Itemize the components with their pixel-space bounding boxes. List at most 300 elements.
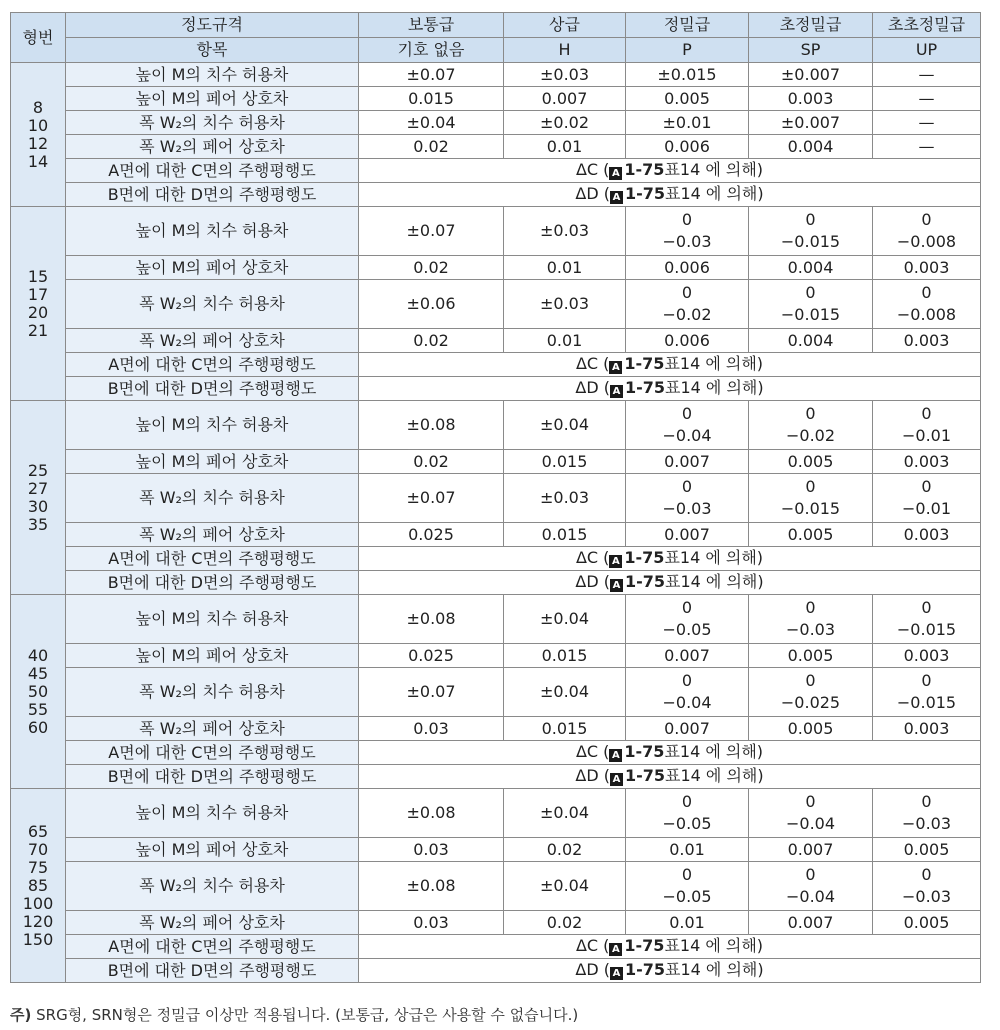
value-cell	[749, 207, 873, 256]
tolerance-value: 0.007	[787, 839, 834, 859]
value-cell	[504, 401, 626, 450]
tolerance-value: 0.02	[413, 257, 449, 277]
spec-table-container	[10, 12, 980, 983]
catalog-badge-icon: A	[610, 579, 623, 592]
tolerance-value: —	[918, 64, 935, 84]
model-number: 14	[27, 151, 49, 171]
open-paren: (	[598, 742, 610, 761]
tolerance-value: ±0.06	[406, 294, 456, 313]
tolerance-value: 0.02	[413, 330, 449, 350]
tolerance-value: 0.005	[787, 451, 834, 471]
table-row	[11, 450, 981, 474]
footnote	[10, 1004, 578, 1025]
value-cell	[359, 256, 504, 280]
reference-text: 표14 에 의해)	[665, 378, 764, 397]
parallelism-reference-cell	[359, 377, 981, 401]
value-cell	[749, 401, 873, 450]
model-numbers-cell	[11, 401, 66, 595]
value-cell	[359, 135, 504, 159]
item-label-cell: 폭 W₂의 치수 허용차	[66, 668, 359, 717]
parallelism-reference-cell	[359, 571, 981, 595]
value-cell	[749, 862, 873, 911]
tolerance-value: 0.004	[787, 136, 834, 156]
reference-text: 표14 에 의해)	[665, 960, 764, 979]
table-row	[11, 280, 981, 329]
parallelism-row	[11, 765, 981, 789]
item-label-header: 항목	[66, 38, 359, 63]
value-cell	[626, 717, 749, 741]
parallelism-row	[11, 377, 981, 401]
tolerance-value: 0.03	[413, 839, 449, 859]
tolerance-value: 0 −0.01	[901, 477, 952, 518]
value-cell	[873, 644, 981, 668]
model-numbers-cell	[11, 789, 66, 983]
item-label-cell: 높이 M의 페어 상호차	[66, 87, 359, 111]
tolerance-value: ±0.03	[539, 221, 590, 240]
reference-page: 1-75	[624, 572, 666, 591]
value-cell	[626, 595, 749, 644]
value-cell	[504, 838, 626, 862]
value-cell	[626, 63, 749, 87]
value-cell	[749, 329, 873, 353]
model-number: 45	[27, 663, 49, 683]
reference-page: 1-75	[624, 548, 665, 567]
tolerance-value: 0.005	[664, 88, 710, 108]
table-row	[11, 111, 981, 135]
value-cell	[873, 911, 981, 935]
model-number: 35	[27, 514, 49, 534]
reference-page: 1-75	[624, 766, 666, 785]
value-cell	[873, 135, 981, 159]
value-cell	[504, 644, 626, 668]
tolerance-value: ±0.04	[539, 876, 590, 895]
value-cell	[359, 474, 504, 523]
value-cell	[749, 111, 873, 135]
item-label-cell: A면에 대한 C면의 주행평행도	[66, 935, 359, 959]
grade-name-header: 초초정밀급	[873, 13, 981, 38]
grade-symbol-header: UP	[873, 38, 981, 63]
catalog-badge-icon: A	[609, 749, 622, 762]
value-cell	[626, 668, 749, 717]
value-cell	[873, 63, 981, 87]
value-cell	[359, 207, 504, 256]
reference-page: 1-75	[624, 960, 666, 979]
parallelism-row	[11, 935, 981, 959]
item-label-cell: B면에 대한 D면의 주행평행도	[66, 959, 359, 983]
value-cell	[359, 838, 504, 862]
tolerance-value: 0 −0.01	[901, 404, 952, 445]
value-cell	[504, 474, 626, 523]
reference-text: 표14 에 의해)	[664, 548, 764, 567]
item-label-cell: A면에 대한 C면의 주행평행도	[66, 547, 359, 571]
parallelism-reference-cell	[359, 959, 981, 983]
open-paren: (	[598, 354, 610, 373]
value-cell	[626, 87, 749, 111]
table-row	[11, 401, 981, 450]
parallelism-symbol: ΔC	[575, 548, 599, 567]
value-cell	[749, 595, 873, 644]
model-column-header: 형번	[11, 13, 66, 63]
tolerance-value: 0.025	[408, 524, 454, 544]
value-cell	[749, 523, 873, 547]
tolerance-value: 0.005	[903, 839, 950, 859]
value-cell	[873, 523, 981, 547]
parallelism-symbol: ΔD	[575, 766, 599, 785]
tolerance-value: 0.006	[664, 257, 710, 277]
grade-symbol-header: SP	[749, 38, 873, 63]
value-cell	[359, 450, 504, 474]
tolerance-value: 0.01	[546, 136, 583, 156]
value-cell	[749, 717, 873, 741]
value-cell	[626, 644, 749, 668]
tolerance-value: 0.007	[787, 912, 834, 932]
open-paren: (	[598, 766, 610, 785]
tolerance-value: 0.007	[664, 645, 710, 665]
tolerance-value: 0.005	[787, 524, 834, 544]
value-cell	[359, 717, 504, 741]
value-cell	[626, 911, 749, 935]
parallelism-reference-cell	[359, 159, 981, 183]
tolerance-value: 0 −0.03	[785, 598, 836, 639]
reference-page: 1-75	[624, 184, 666, 203]
item-label-cell: 폭 W₂의 페어 상호차	[66, 329, 359, 353]
model-number: 55	[27, 699, 49, 719]
tolerance-value: 0 −0.03	[901, 792, 952, 833]
value-cell	[359, 644, 504, 668]
open-paren: (	[598, 960, 610, 979]
tolerance-value: ±0.007	[780, 64, 841, 84]
tolerance-value: 0.02	[546, 912, 583, 932]
value-cell	[749, 789, 873, 838]
item-label-cell: 폭 W₂의 치수 허용차	[66, 862, 359, 911]
model-number: 100	[22, 893, 54, 913]
item-label-cell: 높이 M의 페어 상호차	[66, 644, 359, 668]
reference-text: 표14 에 의해)	[664, 354, 764, 373]
reference-page: 1-75	[624, 354, 665, 373]
tolerance-value: ±0.08	[406, 609, 456, 628]
tolerance-value: 0.004	[787, 257, 834, 277]
catalog-badge-icon: A	[610, 385, 623, 398]
tolerance-value: ±0.08	[406, 876, 456, 895]
value-cell	[626, 474, 749, 523]
value-cell	[873, 450, 981, 474]
value-cell	[626, 789, 749, 838]
tolerance-value: 0 −0.05	[662, 598, 712, 639]
tolerance-value: ±0.02	[539, 112, 590, 132]
tolerance-value: ±0.04	[539, 609, 590, 628]
item-label-cell: 폭 W₂의 치수 허용차	[66, 474, 359, 523]
tolerance-value: ±0.04	[539, 803, 590, 822]
parallelism-symbol: ΔC	[575, 936, 599, 955]
tolerance-value: 0.015	[541, 524, 588, 544]
value-cell	[749, 668, 873, 717]
value-cell	[749, 911, 873, 935]
tolerance-value: 0 −0.02	[662, 283, 712, 324]
table-row	[11, 63, 981, 87]
tolerance-value: 0 −0.02	[785, 404, 836, 445]
parallelism-row	[11, 571, 981, 595]
open-paren: (	[598, 184, 610, 203]
value-cell	[504, 87, 626, 111]
item-label-cell: 높이 M의 치수 허용차	[66, 595, 359, 644]
tolerance-value: ±0.08	[406, 803, 456, 822]
tolerance-value: ±0.07	[406, 221, 456, 240]
value-cell	[626, 450, 749, 474]
value-cell	[504, 256, 626, 280]
value-cell	[504, 280, 626, 329]
item-label-cell: A면에 대한 C면의 주행평행도	[66, 159, 359, 183]
reference-page: 1-75	[624, 936, 665, 955]
catalog-badge-icon: A	[610, 967, 623, 980]
model-number: 8	[32, 97, 44, 117]
tolerance-value: 0.015	[541, 451, 588, 471]
parallelism-reference-cell	[359, 765, 981, 789]
value-cell	[504, 717, 626, 741]
catalog-badge-icon: A	[609, 361, 622, 374]
tolerance-value: 0.005	[903, 912, 950, 932]
model-number: 10	[27, 115, 49, 135]
parallelism-reference-cell	[359, 935, 981, 959]
value-cell	[749, 644, 873, 668]
tolerance-value: 0.015	[408, 88, 454, 108]
tolerance-value: 0 −0.04	[662, 671, 712, 712]
value-cell	[749, 450, 873, 474]
catalog-badge-icon: A	[610, 773, 623, 786]
value-cell	[359, 911, 504, 935]
table-row	[11, 256, 981, 280]
value-cell	[749, 256, 873, 280]
table-row	[11, 717, 981, 741]
open-paren: (	[598, 160, 610, 179]
header-row-grades	[11, 13, 981, 38]
parallelism-symbol: ΔD	[575, 572, 599, 591]
item-label-cell: A면에 대한 C면의 주행평행도	[66, 741, 359, 765]
value-cell	[504, 911, 626, 935]
tolerance-value: ±0.015	[657, 64, 717, 84]
table-row	[11, 135, 981, 159]
model-number: 30	[27, 496, 49, 516]
tolerance-value: 0.003	[903, 645, 950, 665]
tolerance-value: ±0.03	[539, 488, 590, 507]
table-row	[11, 838, 981, 862]
tolerance-value: 0.03	[413, 912, 449, 932]
grade-symbol-header: P	[626, 38, 749, 63]
table-row	[11, 668, 981, 717]
value-cell	[626, 135, 749, 159]
value-cell	[504, 595, 626, 644]
tolerance-value: 0 −0.04	[662, 404, 712, 445]
tolerance-value: 0 −0.04	[785, 865, 836, 906]
tolerance-value: 0 −0.015	[780, 283, 841, 324]
spec-label-header: 정도규격	[66, 13, 359, 38]
parallelism-row	[11, 547, 981, 571]
reference-text: 표14 에 의해)	[665, 572, 764, 591]
tolerance-value: ±0.03	[539, 64, 590, 84]
value-cell	[359, 595, 504, 644]
model-number: 15	[27, 266, 49, 286]
header-row-symbols	[11, 38, 981, 63]
tolerance-value: 0.015	[541, 645, 588, 665]
tolerance-value: 0.003	[787, 88, 834, 108]
value-cell	[873, 256, 981, 280]
value-cell	[504, 523, 626, 547]
reference-text: 표14 에 의해)	[664, 936, 764, 955]
tolerance-value: ±0.007	[780, 112, 841, 132]
item-label-cell: 높이 M의 페어 상호차	[66, 450, 359, 474]
value-cell	[504, 450, 626, 474]
item-label-cell: 높이 M의 페어 상호차	[66, 256, 359, 280]
tolerance-value: 0.025	[408, 645, 454, 665]
model-number: 21	[27, 320, 49, 340]
tolerance-value: 0 −0.015	[896, 598, 957, 639]
value-cell	[626, 280, 749, 329]
open-paren: (	[598, 548, 610, 567]
tolerance-value: 0 −0.008	[896, 210, 957, 251]
tolerance-value: —	[918, 88, 935, 108]
grade-symbol-header: 기호 없음	[359, 38, 504, 63]
tolerance-value: 0.007	[541, 88, 588, 108]
item-label-cell: A면에 대한 C면의 주행평행도	[66, 353, 359, 377]
value-cell	[626, 256, 749, 280]
parallelism-symbol: ΔC	[575, 742, 599, 761]
value-cell	[873, 789, 981, 838]
tolerance-value: 0.003	[903, 257, 950, 277]
model-number: 60	[27, 717, 49, 737]
value-cell	[359, 87, 504, 111]
value-cell	[359, 111, 504, 135]
value-cell	[873, 87, 981, 111]
model-number: 40	[27, 645, 49, 665]
item-label-cell: 폭 W₂의 페어 상호차	[66, 717, 359, 741]
tolerance-value: 0 −0.04	[785, 792, 836, 833]
tolerance-value: 0 −0.015	[780, 477, 841, 518]
model-number: 17	[27, 284, 49, 304]
parallelism-symbol: ΔD	[575, 184, 599, 203]
tolerance-value: ±0.03	[539, 294, 590, 313]
tolerance-value: 0.007	[664, 718, 710, 738]
value-cell	[626, 207, 749, 256]
item-label-cell: B면에 대한 D면의 주행평행도	[66, 377, 359, 401]
tolerance-value: ±0.07	[406, 488, 456, 507]
parallelism-row	[11, 159, 981, 183]
table-row	[11, 523, 981, 547]
table-row	[11, 911, 981, 935]
item-label-cell: 폭 W₂의 페어 상호차	[66, 523, 359, 547]
value-cell	[873, 111, 981, 135]
reference-text: 표14 에 의해)	[664, 160, 764, 179]
model-number: 70	[27, 839, 49, 859]
value-cell	[873, 329, 981, 353]
table-row	[11, 329, 981, 353]
model-number: 150	[22, 929, 54, 949]
value-cell	[749, 135, 873, 159]
value-cell	[749, 280, 873, 329]
tolerance-value: 0 −0.03	[901, 865, 952, 906]
value-cell	[359, 523, 504, 547]
table-row	[11, 474, 981, 523]
parallelism-reference-cell	[359, 741, 981, 765]
value-cell	[504, 668, 626, 717]
item-label-cell: B면에 대한 D면의 주행평행도	[66, 571, 359, 595]
parallelism-row	[11, 353, 981, 377]
parallelism-row	[11, 183, 981, 207]
item-label-cell: 폭 W₂의 페어 상호차	[66, 911, 359, 935]
grade-name-header: 초정밀급	[749, 13, 873, 38]
value-cell	[359, 789, 504, 838]
value-cell	[504, 111, 626, 135]
value-cell	[626, 862, 749, 911]
model-numbers-cell	[11, 595, 66, 789]
grade-name-header: 보통급	[359, 13, 504, 38]
value-cell	[873, 595, 981, 644]
tolerance-value: ±0.04	[539, 682, 590, 701]
footnote-prefix: 주)	[10, 1006, 32, 1024]
value-cell	[749, 63, 873, 87]
value-cell	[626, 523, 749, 547]
tolerance-value: 0 −0.015	[780, 210, 841, 251]
table-row	[11, 789, 981, 838]
table-row	[11, 862, 981, 911]
tolerance-value: ±0.07	[406, 682, 456, 701]
model-number: 25	[27, 460, 49, 480]
value-cell	[359, 329, 504, 353]
tolerance-value: 0.006	[664, 136, 710, 156]
item-label-cell: 높이 M의 치수 허용차	[66, 789, 359, 838]
footnote-text: SRG형, SRN형은 정밀급 이상만 적용됩니다. (보통급, 상급은 사용할 수 없습니다.)	[31, 1006, 579, 1024]
value-cell	[626, 401, 749, 450]
table-row	[11, 644, 981, 668]
value-cell	[873, 862, 981, 911]
table-row	[11, 207, 981, 256]
tolerance-value: —	[918, 136, 935, 156]
value-cell	[873, 207, 981, 256]
value-cell	[359, 63, 504, 87]
model-number: 50	[27, 681, 49, 701]
open-paren: (	[598, 936, 610, 955]
tolerance-value: 0.02	[413, 451, 449, 471]
item-label-cell: 높이 M의 페어 상호차	[66, 838, 359, 862]
grade-name-header: 정밀급	[626, 13, 749, 38]
value-cell	[626, 329, 749, 353]
catalog-badge-icon: A	[609, 943, 622, 956]
item-label-cell: B면에 대한 D면의 주행평행도	[66, 765, 359, 789]
value-cell	[873, 838, 981, 862]
item-label-cell: B면에 대한 D면의 주행평행도	[66, 183, 359, 207]
tolerance-value: 0.007	[664, 524, 710, 544]
tolerance-value: ±0.04	[406, 112, 456, 132]
value-cell	[749, 87, 873, 111]
item-label-cell: 높이 M의 치수 허용차	[66, 401, 359, 450]
model-number: 85	[27, 875, 49, 895]
parallelism-symbol: ΔC	[575, 160, 599, 179]
tolerance-value: 0 −0.008	[896, 283, 957, 324]
open-paren: (	[598, 572, 610, 591]
tolerance-value: 0.01	[546, 330, 583, 350]
value-cell	[504, 207, 626, 256]
tolerance-value: ±0.01	[662, 112, 712, 132]
tolerance-value: 0.03	[413, 718, 449, 738]
tolerance-value: ±0.04	[539, 415, 590, 434]
tolerance-value: 0.02	[413, 136, 449, 156]
value-cell	[504, 862, 626, 911]
model-number: 75	[27, 857, 49, 877]
value-cell	[873, 280, 981, 329]
tolerance-value: ±0.08	[406, 415, 456, 434]
model-numbers-cell	[11, 207, 66, 401]
value-cell	[749, 474, 873, 523]
catalog-badge-icon: A	[609, 167, 622, 180]
tolerance-value: 0 −0.015	[896, 671, 957, 712]
